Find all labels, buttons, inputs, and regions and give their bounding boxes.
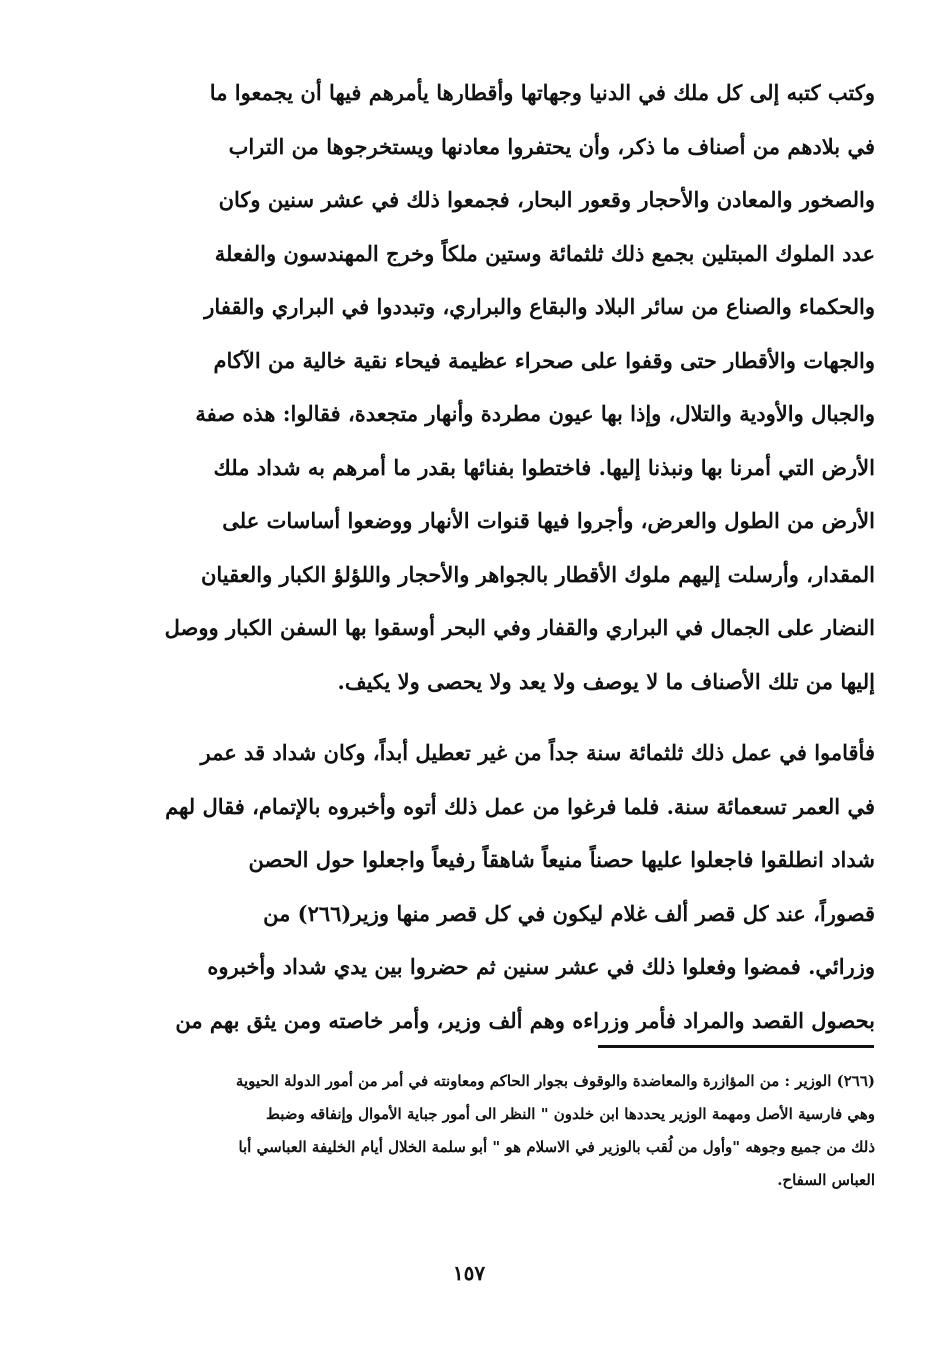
footnote-line: (٢٦٦) الوزير : من المؤازرة والمعاضدة والوقوف بجوار الحاكم ومعاونته في أمر من أمور الدولة الحيوية: [235, 1071, 875, 1090]
text-line: شداد انطلقوا فاجعلوا عليها حصناً منيعاً شاهقاً رفيعاً واجعلوا حول الحصن: [248, 847, 875, 873]
text-line: في بلادهم من أصناف ما ذكر، وأن يحتفروا معادنها ويستخرجوها من التراب: [228, 133, 875, 159]
text-line: إليها من تلك الأصناف ما لا يوصف ولا يعد ولا يحصى ولا يكيف.: [337, 668, 875, 694]
footnote-line: ذلك من جميع وجوهه "وأول من لُقب بالوزير في الاسلام هو " أبو سلمة الخلال أيام الخليفة العباسي أبا: [238, 1137, 875, 1156]
text-line: وزرائي. فمضوا وفعلوا ذلك في عشر سنين ثم حضروا بين يدي شداد وأخبروه: [207, 954, 875, 980]
text-line: والصخور والمعادن والأحجار وقعور البحار، فجمعوا ذلك في عشر سنين وكان: [218, 187, 875, 213]
text-line: والجهات والأقطار حتى وقفوا على صحراء عظيمة فيحاء نقية خالية من الآكام: [213, 347, 875, 373]
paragraph-gap: [118, 708, 875, 726]
footnote-line: العباس السفاح.: [777, 1170, 875, 1189]
text-line: في العمر تسعمائة سنة. فلما فرغوا من عمل ذلك أتوه وأخبروه بالإتمام، فقال لهم: [165, 793, 875, 819]
text-line: وكتب كتبه إلى كل ملك في الدنيا وجهاتها وأقطارها يأمرهم فيها أن يجمعوا ما: [209, 80, 875, 106]
footnote-block: [118, 1064, 875, 1196]
text-line: والحكماء والصناع من سائر البلاد والبقاع والبراري، وتبددوا في البراري والقفار: [204, 294, 875, 320]
text-line: الأرض من الطول والعرض، وأجروا فيها قنوات الأنهار ووضعوا أساسات على: [222, 508, 875, 534]
text-line: الأرض التي أمرنا بها ونبذنا إليها. فاختطوا بفنائها بقدر ما أمرهم به شداد ملك: [213, 454, 875, 480]
main-text-block: [118, 66, 875, 1047]
text-line: عدد الملوك المبتلين بجمع ذلك ثلثمائة وستين ملكاً وخرج المهندسون والفعلة: [214, 240, 875, 266]
text-line: فأقاموا في عمل ذلك ثلثمائة سنة جداً من غير تعطيل أبداً، وكان شداد قد عمر: [200, 740, 875, 766]
text-line: بحصول القصد والمراد فأمر وزراءه وهم ألف وزير، وأمر خاصته ومن يثق بهم من: [175, 1007, 875, 1033]
text-line: والجبال والأودية والتلال، وإذا بها عيون مطردة وأنهار متجعدة، فقالوا: هذه صفة: [195, 401, 875, 427]
page-number: ١٥٧: [452, 1261, 486, 1285]
text-line: المقدار، وأرسلت إليهم ملوك الأقطار بالجواهر والأحجار واللؤلؤ الكبار والعقيان: [200, 561, 875, 587]
footnote-divider: [598, 1045, 874, 1048]
footnote-line: وهي فارسية الأصل ومهمة الوزير يحددها ابن خلدون " النظر الى أمور جباية الأموال وإنفاقه وضبط: [266, 1104, 875, 1123]
text-line: النضار على الجمال في البراري والقفار وفي البحر أوسقوا بها السفن الكبار ووصل: [164, 615, 875, 641]
text-line: قصوراً، عند كل قصر ألف غلام ليكون في كل قصر منها وزير(٢٦٦) من: [263, 900, 875, 926]
